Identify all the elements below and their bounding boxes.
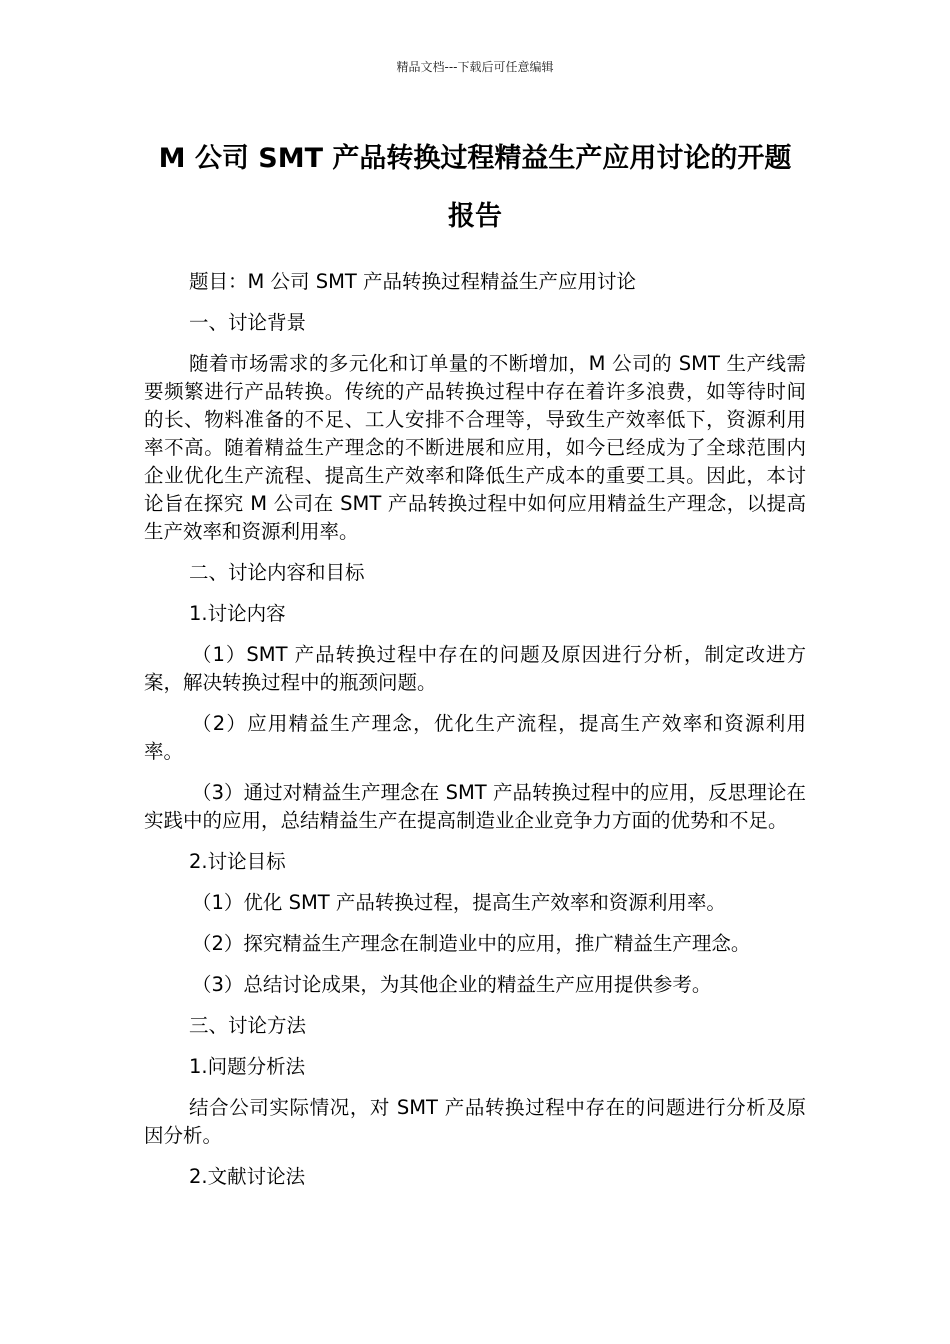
subheading-goals: 2.讨论目标 xyxy=(189,850,286,873)
content-item-2: （2）应用精益生产理念，优化生产流程，提高生产效率和资源利用率。 xyxy=(144,712,806,763)
title-line-2: 报告 xyxy=(448,201,502,232)
background-paragraph: 随着市场需求的多元化和订单量的不断增加，M 公司的 SMT 生产线需要频繁进行产品转换。传统的产品转换过程中存在着许多浪费，如等待时间的长、物料准备的不足、工人安排不合理等，导致生产效率低下，资源利用率不高。随着精益生产理念的不断进展和应用，如今已经成为了全球范围内企业优化生产流程、提高生产效率和降低生产成本的重要工具。因此，本讨论旨在探究 M 公司在 SMT 产品转换过程中如何应用精益生产理念，以提高生产效率和资源利用率。 xyxy=(144,352,806,543)
page-header: 精品文档---下载后可任意编辑 xyxy=(396,60,554,74)
section-heading-background: 一、讨论背景 xyxy=(189,311,307,334)
topic-line: 题目：M 公司 SMT 产品转换过程精益生产应用讨论 xyxy=(189,270,637,293)
problem-analysis-paragraph: 结合公司实际情况，对 SMT 产品转换过程中存在的问题进行分析及原因分析。 xyxy=(144,1096,806,1147)
content-item-1: （1）SMT 产品转换过程中存在的问题及原因进行分析，制定改进方案，解决转换过程中的瓶颈问题。 xyxy=(144,643,806,694)
content-item-3: （3）通过对精益生产理念在 SMT 产品转换过程中的应用，反思理论在实践中的应用，总结精益生产在提高制造业企业竞争力方面的优势和不足。 xyxy=(144,781,806,832)
goal-item-1: （1）优化 SMT 产品转换过程，提高生产效率和资源利用率。 xyxy=(192,891,726,914)
subheading-literature: 2.文献讨论法 xyxy=(189,1165,306,1188)
goal-item-2: （2）探究精益生产理念在制造业中的应用，推广精益生产理念。 xyxy=(192,932,751,955)
section-heading-methods: 三、讨论方法 xyxy=(189,1014,307,1037)
goal-item-3: （3）总结讨论成果，为其他企业的精益生产应用提供参考。 xyxy=(192,973,712,996)
section-heading-content-goals: 二、讨论内容和目标 xyxy=(189,561,365,584)
document-body xyxy=(144,268,806,1204)
document-title xyxy=(140,130,810,246)
subheading-problem-analysis: 1.问题分析法 xyxy=(189,1055,306,1078)
title-line-1: M 公司 SMT 产品转换过程精益生产应用讨论的开题 xyxy=(158,143,792,174)
subheading-content: 1.讨论内容 xyxy=(189,602,286,625)
